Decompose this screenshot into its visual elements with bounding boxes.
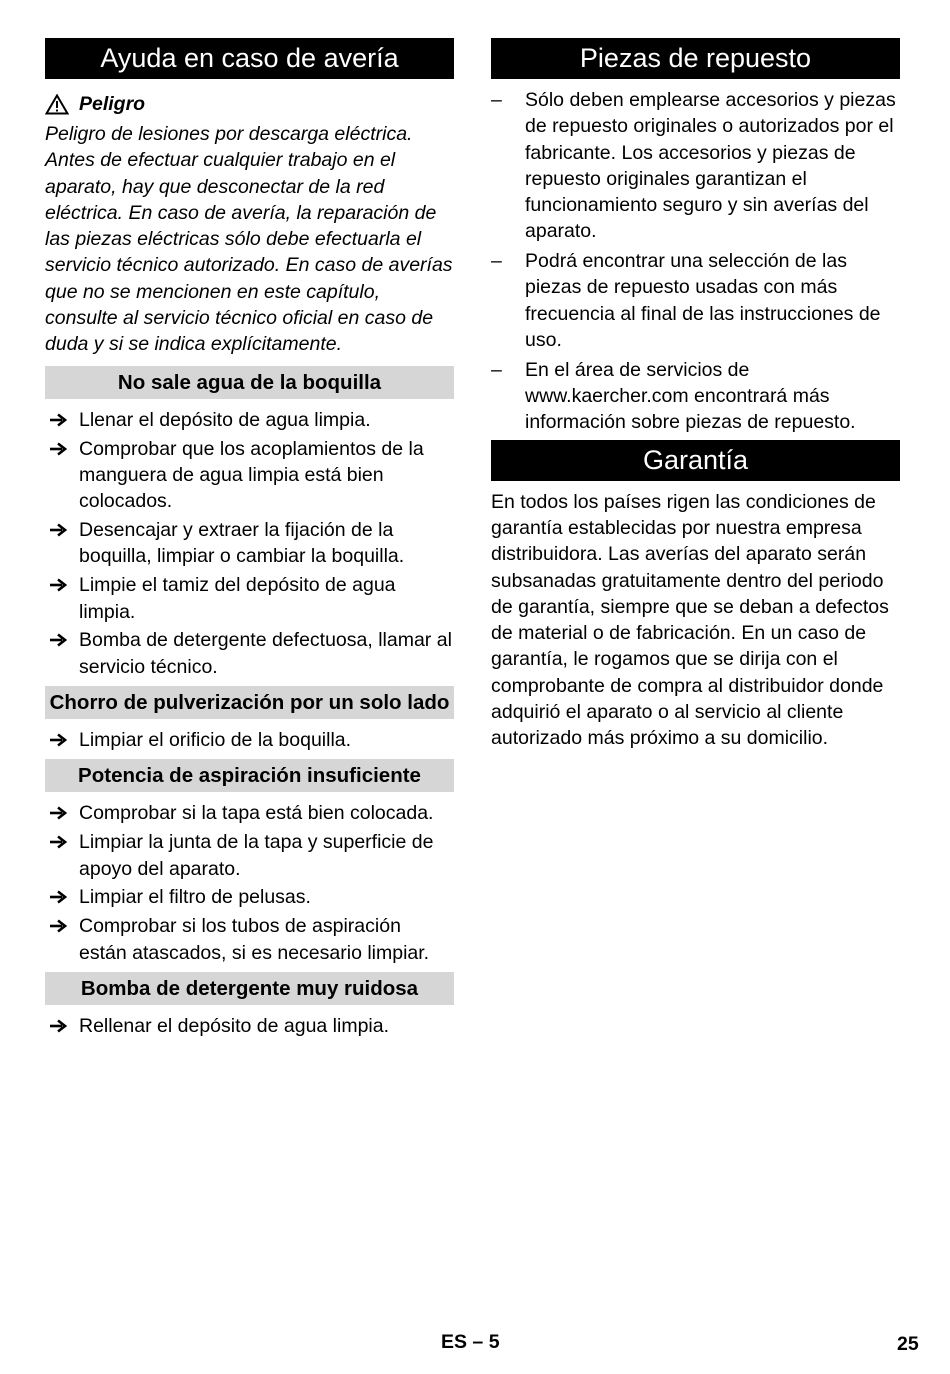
- list-item-text: Limpiar el orificio de la boquilla.: [79, 729, 352, 752]
- spare-parts-list: [491, 87, 900, 436]
- arrow-right-icon: [49, 578, 67, 592]
- list-item-text: En el área de servicios de www.kaercher.com encontrará más información sobre piezas de repuesto.: [525, 358, 856, 434]
- section-heading: Potencia de aspiración insuficiente: [45, 759, 454, 792]
- troubleshooting-heading: Ayuda en caso de avería: [45, 38, 454, 79]
- right-column: [491, 38, 900, 752]
- section-steps-list: [45, 1013, 454, 1039]
- arrow-right-icon: [49, 835, 67, 849]
- list-item: [45, 627, 454, 680]
- arrow-right-icon: [49, 1019, 67, 1033]
- list-item: [491, 248, 900, 353]
- list-item: [45, 436, 454, 515]
- list-item-text: Bomba de detergente defectuosa, llamar al servicio técnico.: [79, 629, 452, 678]
- list-item: [45, 572, 454, 625]
- list-item-text: Rellenar el depósito de agua limpia.: [79, 1014, 390, 1037]
- dash-bullet: –: [491, 250, 502, 273]
- warning-triangle-icon: [45, 94, 69, 115]
- list-item-text: Limpie el tamiz del depósito de agua limpia.: [79, 574, 396, 623]
- warranty-heading: Garantía: [491, 440, 900, 481]
- list-item: [491, 357, 900, 436]
- list-item: [491, 87, 900, 245]
- list-item: [45, 800, 454, 826]
- section-steps-list: [45, 727, 454, 753]
- arrow-right-icon: [49, 523, 67, 537]
- list-item-text: Limpiar la junta de la tapa y superficie de apoyo del aparato.: [79, 831, 434, 880]
- list-item: [45, 517, 454, 570]
- section-steps-list: [45, 800, 454, 966]
- warranty-text: En todos los países rigen las condiciones de garantía establecidas por nuestra empresa distribuidora. Las averías del aparato serán subsanadas gratuitamente dentro del periodo de garantía, siempre que se deban a defectos de material o de fabricación. En un caso de garantía, le rogamos que se dirija con el comprobante de compra al distribuidor donde adquirió el aparato o al servicio al cliente autorizado más próximo a su domicilio.: [491, 490, 889, 750]
- spare-parts-heading: Piezas de repuesto: [491, 38, 900, 79]
- arrow-right-icon: [49, 919, 67, 933]
- danger-label-text: Peligro: [79, 92, 146, 115]
- left-column: [45, 38, 454, 1042]
- dash-bullet: –: [491, 89, 502, 111]
- section-heading: No sale agua de la boquilla: [45, 366, 454, 399]
- dash-bullet: –: [491, 358, 502, 381]
- list-item: [45, 913, 454, 966]
- arrow-right-icon: [49, 442, 67, 456]
- list-item-text: Podrá encontrar una selección de las piezas de repuesto usadas con más frecuencia al final de las instrucciones de uso.: [525, 250, 881, 352]
- list-item-text: Desencajar y extraer la fijación de la boquilla, limpiar o cambiar la boquilla.: [79, 519, 405, 568]
- arrow-right-icon: [49, 890, 67, 904]
- troubleshooting-sections: [45, 366, 454, 1040]
- list-item-text: Sólo deben emplearse accesorios y piezas de repuesto originales o autorizados por el fabricante. Los accesorios y piezas de repuesto originales garantizan el funcionamiento seguro y sin averías del aparato.: [525, 89, 896, 243]
- list-item: [45, 884, 454, 910]
- arrow-right-icon: [49, 633, 67, 647]
- footer-page-number: 25: [897, 1333, 919, 1355]
- danger-text: Peligro de lesiones por descarga eléctrica. Antes de efectuar cualquier trabajo en el aparato, hay que desconectar de la red eléctrica. En caso de avería, la reparación de las piezas eléctricas sólo debe efectuarla el servicio técnico autorizado. En caso de averías que no se mencionen en este capítulo, consulte al servicio técnico oficial en caso de duda y si se indica explícitamente.: [45, 123, 453, 356]
- list-item-text: Comprobar si los tubos de aspiración están atascados, si es necesario limpiar.: [79, 915, 430, 964]
- section-heading: Bomba de detergente muy ruidosa: [45, 972, 454, 1005]
- list-item: [45, 727, 454, 753]
- list-item-text: Comprobar que los acoplamientos de la manguera de agua limpia está bien colocados.: [79, 437, 424, 513]
- section-steps-list: [45, 407, 454, 680]
- arrow-right-icon: [49, 733, 67, 747]
- list-item-text: Llenar el depósito de agua limpia.: [79, 408, 371, 431]
- danger-label: [45, 91, 454, 117]
- arrow-right-icon: [49, 806, 67, 820]
- list-item-text: Limpiar el filtro de pelusas.: [79, 886, 311, 909]
- list-item-text: Comprobar si la tapa está bien colocada.: [79, 802, 434, 825]
- list-item: [45, 407, 454, 433]
- footer-language-page: ES – 5: [441, 1331, 500, 1353]
- list-item: [45, 1013, 454, 1039]
- list-item: [45, 829, 454, 882]
- section-heading: Chorro de pulverización por un solo lado: [45, 686, 454, 719]
- arrow-right-icon: [49, 413, 67, 427]
